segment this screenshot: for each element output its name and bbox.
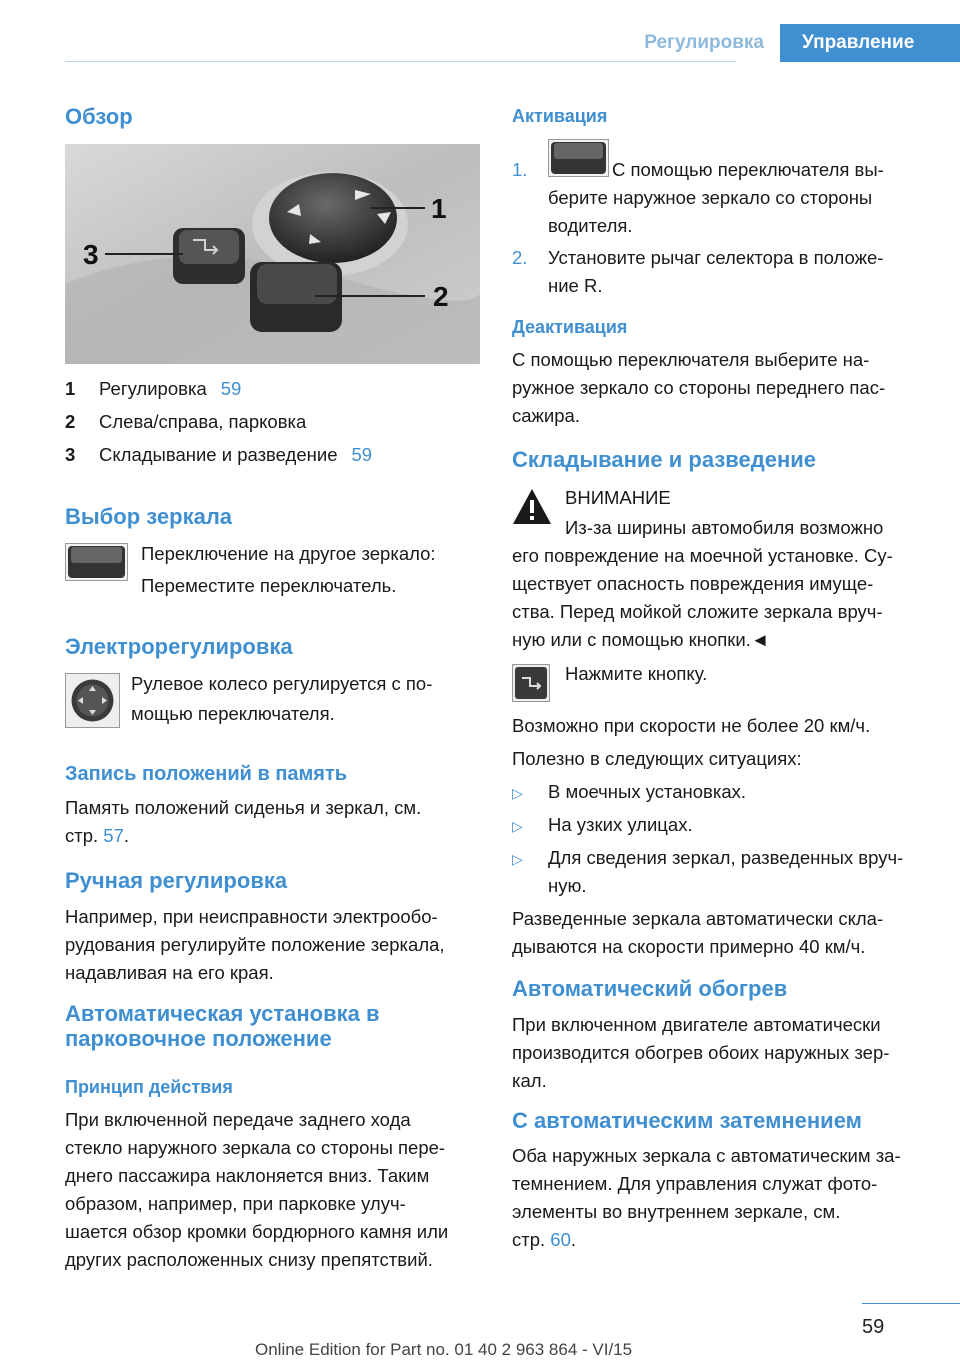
- legend-number: 3: [65, 444, 76, 465]
- warning-line: его повреждение на моечной установке. Су-: [512, 545, 893, 566]
- principle-line: При включенной передаче заднего хода: [65, 1109, 411, 1130]
- manual-line: надавливая на его края.: [65, 962, 274, 983]
- header-tab-regulation[interactable]: Регулировка: [628, 24, 780, 62]
- page-link[interactable]: 60: [550, 1229, 571, 1250]
- useful-text: Полезно в следующих ситуациях:: [512, 748, 802, 769]
- dimming-line: элементы во внутреннем зеркале, см.: [512, 1201, 841, 1222]
- dimming-line: Оба наружных зеркала с автоматическим за-: [512, 1145, 901, 1166]
- heating-title: Автоматический обогрев: [512, 976, 788, 1001]
- joystick-icon: [65, 673, 120, 728]
- memory-line2: стр. 57.: [65, 825, 130, 846]
- electro-line2: мощью переключателя.: [131, 703, 335, 724]
- principle-line: днего пассажира наклоняется вниз. Таким: [65, 1165, 430, 1186]
- page-link[interactable]: 59: [351, 444, 373, 465]
- memory-line1: Память положений сиденья и зеркал, см.: [65, 797, 422, 818]
- warning-line: ществует опасность повреждения имуще-: [512, 573, 874, 594]
- mirror-select-line1: Переключение на другое зеркало:: [141, 543, 436, 564]
- figure-label-1: 1: [431, 193, 447, 224]
- manual-line: Например, при неисправности электрообо-: [65, 906, 438, 927]
- figure-label-3: 3: [83, 239, 99, 270]
- principle-line: шается обзор кромки бордюрного камня или: [65, 1221, 449, 1242]
- deactivation-line: С помощью переключателя выберите на-: [512, 349, 870, 370]
- edition-footer: Online Edition for Part no. 01 40 2 963 864 - VI/15: [255, 1340, 633, 1359]
- step-1-line2: берите наружное зеркало со стороны: [548, 187, 873, 208]
- press-button-text: Нажмите кнопку.: [565, 663, 708, 684]
- list-item: ▷ На узких улицах.: [512, 814, 693, 835]
- heating-line: кал.: [512, 1070, 547, 1091]
- manual-line: рудования регулируйте положение зеркала,: [65, 934, 445, 955]
- list-item-continuation: ную.: [548, 875, 587, 896]
- overview-title: Обзор: [65, 104, 133, 129]
- deactivation-line: ружное зеркало со стороны переднего пас-: [512, 377, 886, 398]
- speed-text: Возможно при скорости не более 20 км/ч.: [512, 715, 871, 736]
- electro-line1: Рулевое колесо регулируется с по-: [131, 673, 433, 694]
- legend-text: Слева/справа, парковка: [99, 411, 307, 432]
- principle-line: образом, например, при парковке улуч-: [65, 1193, 406, 1214]
- auto-fold-line: Разведенные зеркала автоматически скла-: [512, 908, 884, 929]
- page-link[interactable]: 59: [220, 378, 242, 399]
- principle-line: стекло наружного зеркала со стороны пере-: [65, 1137, 446, 1158]
- legend-item-3: [65, 444, 372, 466]
- mirror-select-title: Выбор зеркала: [65, 504, 233, 529]
- mirror-switch-illustration: [65, 144, 480, 364]
- electro-title: Электрорегулировка: [65, 634, 293, 659]
- legend-number: 1: [65, 378, 76, 399]
- mirror-switch-icon: [65, 543, 128, 581]
- step-2-line1: Установите рычаг селектора в положе-: [548, 247, 884, 268]
- dimming-line: темнением. Для управления служат фото-: [512, 1173, 878, 1194]
- principle-title: Принцип действия: [65, 1077, 233, 1097]
- principle-line: других расположенных снизу препятствий.: [65, 1249, 433, 1270]
- heating-line: При включенном двигателе автоматически: [512, 1014, 881, 1035]
- step-1-line3: водителя.: [548, 215, 633, 236]
- step-2-line2: ние R.: [548, 275, 603, 296]
- warning-line: ства. Перед мойкой сложите зеркала вруч-: [512, 601, 883, 622]
- legend-item-1: [65, 378, 241, 400]
- warning-line1: Из-за ширины автомобиля возможно: [565, 517, 884, 538]
- step-1-line1: С помощью переключателя вы-: [612, 159, 884, 180]
- legend-item-2: [65, 411, 306, 433]
- warning-title: ВНИМАНИЕ: [565, 487, 671, 508]
- list-item: ▷ Для сведения зеркал, разведенных вруч-: [512, 847, 904, 868]
- deactivation-line: сажира.: [512, 405, 580, 426]
- page-number: 59: [862, 1316, 885, 1338]
- warning-line: ную или с помощью кнопки.◄: [512, 629, 770, 650]
- header-divider: [65, 61, 736, 62]
- warning-icon: [512, 488, 552, 525]
- step-2-number: 2.: [512, 247, 528, 268]
- legend-number: 2: [65, 411, 76, 432]
- figure-label-2: 2: [433, 281, 449, 312]
- page-link[interactable]: 57: [103, 825, 124, 846]
- fold-title: Складывание и разведение: [512, 447, 816, 472]
- heating-line: производится обогрев обоих наружных зер-: [512, 1042, 890, 1063]
- mirror-switch-icon: [548, 139, 609, 177]
- footer-divider: [862, 1303, 960, 1304]
- header-tab-control[interactable]: Управление: [780, 24, 960, 62]
- auto-fold-line: дываются на скорости примерно 40 км/ч.: [512, 936, 866, 957]
- dimming-title: С автоматическим затемнением: [512, 1108, 862, 1133]
- memory-title: Запись положений в память: [65, 763, 348, 785]
- manual-title: Ручная регулировка: [65, 868, 288, 893]
- auto-park-title-1: Автоматическая установка в: [65, 1001, 380, 1026]
- page-header: [628, 24, 960, 62]
- auto-park-title-2: парковочное положение: [65, 1026, 332, 1051]
- legend-text: Складывание и разведение: [99, 444, 338, 465]
- dimming-last-line: стр. 60.: [512, 1229, 577, 1250]
- mirror-select-line2: Переместите переключатель.: [141, 575, 397, 596]
- fold-button-icon: [512, 664, 550, 702]
- activation-title: Активация: [512, 106, 608, 126]
- legend-text: Регулировка: [99, 378, 207, 399]
- step-1-number: 1.: [512, 159, 528, 180]
- list-item: ▷ В моечных установках.: [512, 781, 747, 802]
- deactivation-title: Деактивация: [512, 317, 628, 337]
